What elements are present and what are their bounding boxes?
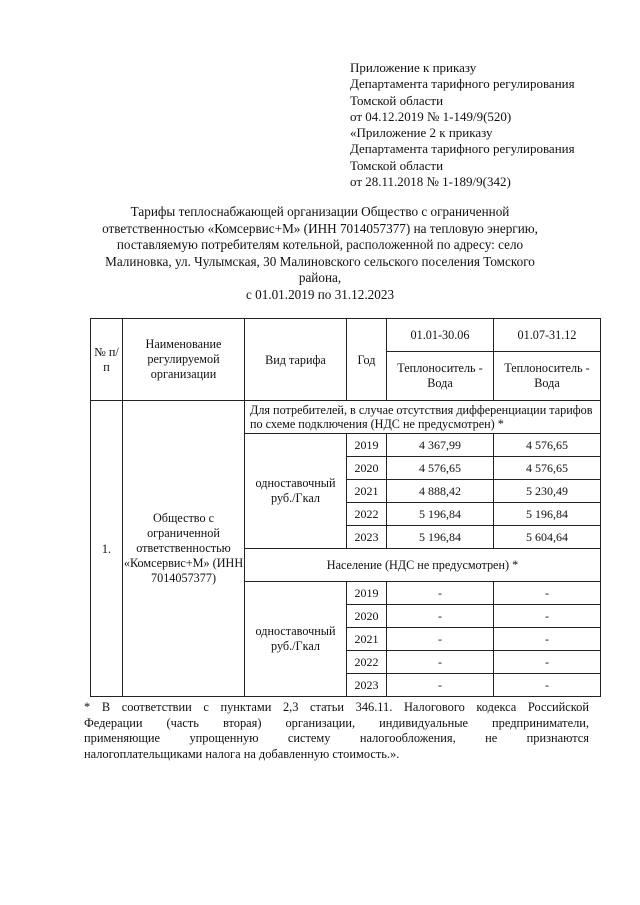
tariff-value: 4 576,65: [387, 457, 494, 480]
appendix-line: Приложение к приказу: [350, 60, 477, 75]
year-cell: 2019: [347, 434, 387, 457]
tariff-value: 5 230,49: [494, 480, 601, 503]
header-number: № п/п: [91, 319, 123, 401]
tariff-value: -: [494, 605, 601, 628]
title-line: района,: [298, 270, 342, 286]
year-cell: 2020: [347, 457, 387, 480]
section-title-consumers: Для потребителей, в случае отсутствия дифференциации тарифов по схеме подключения (НДС не предусмотрен) *: [245, 401, 601, 434]
year-cell: 2020: [347, 605, 387, 628]
tariff-value: 5 196,84: [387, 503, 494, 526]
tariff-value: 5 604,64: [494, 526, 601, 549]
title-line: Тарифы теплоснабжающей организации Общество с ограниченной: [130, 204, 510, 219]
tariff-value: -: [387, 605, 494, 628]
tariff-value: 4 888,42: [387, 480, 494, 503]
tariff-type-single-rate: одноставочный руб./Гкал: [245, 582, 347, 697]
organization-name: Общество с ограниченной ответственностью «Комсервис+М» (ИНН 7014057377): [123, 401, 245, 697]
appendix-line: от 28.11.2018 № 1-189/9(342): [350, 174, 511, 190]
document-title: [86, 204, 554, 304]
appendix-line: «Приложение 2 к приказу: [350, 125, 493, 141]
header-period-first-half: 01.01-30.06: [387, 319, 494, 352]
tariff-value: 5 196,84: [387, 526, 494, 549]
year-cell: 2021: [347, 628, 387, 651]
title-line: ответственностью «Комсервис+М» (ИНН 7014057377) на тепловую энергию,: [102, 220, 538, 236]
year-cell: 2022: [347, 651, 387, 674]
tariff-value: 4 576,65: [494, 434, 601, 457]
tariff-value: -: [494, 674, 601, 697]
title-line: с 01.01.2019 по 31.12.2023: [245, 286, 395, 302]
appendix-reference: [350, 60, 575, 190]
year-cell: 2022: [347, 503, 387, 526]
footnote: [84, 700, 589, 762]
year-cell: 2023: [347, 674, 387, 697]
tariff-value: -: [494, 651, 601, 674]
tariff-value: -: [387, 674, 494, 697]
footnote-line: * В соответствии с пунктами 2,3 статьи 346.11. Налогового кодекса Российской: [84, 700, 589, 714]
header-medium-first-half: Теплоноситель - Вода: [387, 352, 494, 401]
tariff-value: 4 576,65: [494, 457, 601, 480]
title-line: Малиновка, ул. Чулымская, 30 Малиновского сельского поселения Томского: [105, 253, 535, 269]
tariff-value: -: [387, 651, 494, 674]
tariff-value: -: [387, 582, 494, 605]
year-cell: 2023: [347, 526, 387, 549]
appendix-line: Томской области: [350, 157, 444, 173]
footnote-line: Федерации (часть вторая) организации, индивидуальные предприниматели,: [84, 715, 589, 730]
appendix-line: Томской области: [350, 92, 444, 108]
tariff-value: 4 367,99: [387, 434, 494, 457]
footnote-line: налогоплательщиками налога на добавленную стоимость.».: [84, 746, 400, 761]
section-title-population: Население (НДС не предусмотрен) *: [245, 549, 601, 582]
header-year: Год: [347, 319, 387, 401]
appendix-line: Департамента тарифного регулирования: [350, 141, 575, 157]
tariff-value: -: [387, 628, 494, 651]
tariff-table: [90, 318, 601, 697]
appendix-line: Департамента тарифного регулирования: [350, 76, 575, 92]
header-medium-second-half: Теплоноситель - Вода: [494, 352, 601, 401]
row-number: 1.: [91, 401, 123, 697]
tariff-value: -: [494, 582, 601, 605]
header-organization: Наименование регулируемой организации: [123, 319, 245, 401]
tariff-value: 5 196,84: [494, 503, 601, 526]
tariff-value: -: [494, 628, 601, 651]
appendix-line: от 04.12.2019 № 1-149/9(520): [350, 108, 512, 124]
footnote-line: применяющие упрощенную систему налогообложения, не признаются: [84, 731, 589, 745]
header-period-second-half: 01.07-31.12: [494, 319, 601, 352]
header-tariff-type: Вид тарифа: [245, 319, 347, 401]
tariff-type-single-rate: одноставочный руб./Гкал: [245, 434, 347, 549]
year-cell: 2021: [347, 480, 387, 503]
title-line: поставляемую потребителям котельной, расположенной по адресу: село: [116, 237, 524, 253]
year-cell: 2019: [347, 582, 387, 605]
